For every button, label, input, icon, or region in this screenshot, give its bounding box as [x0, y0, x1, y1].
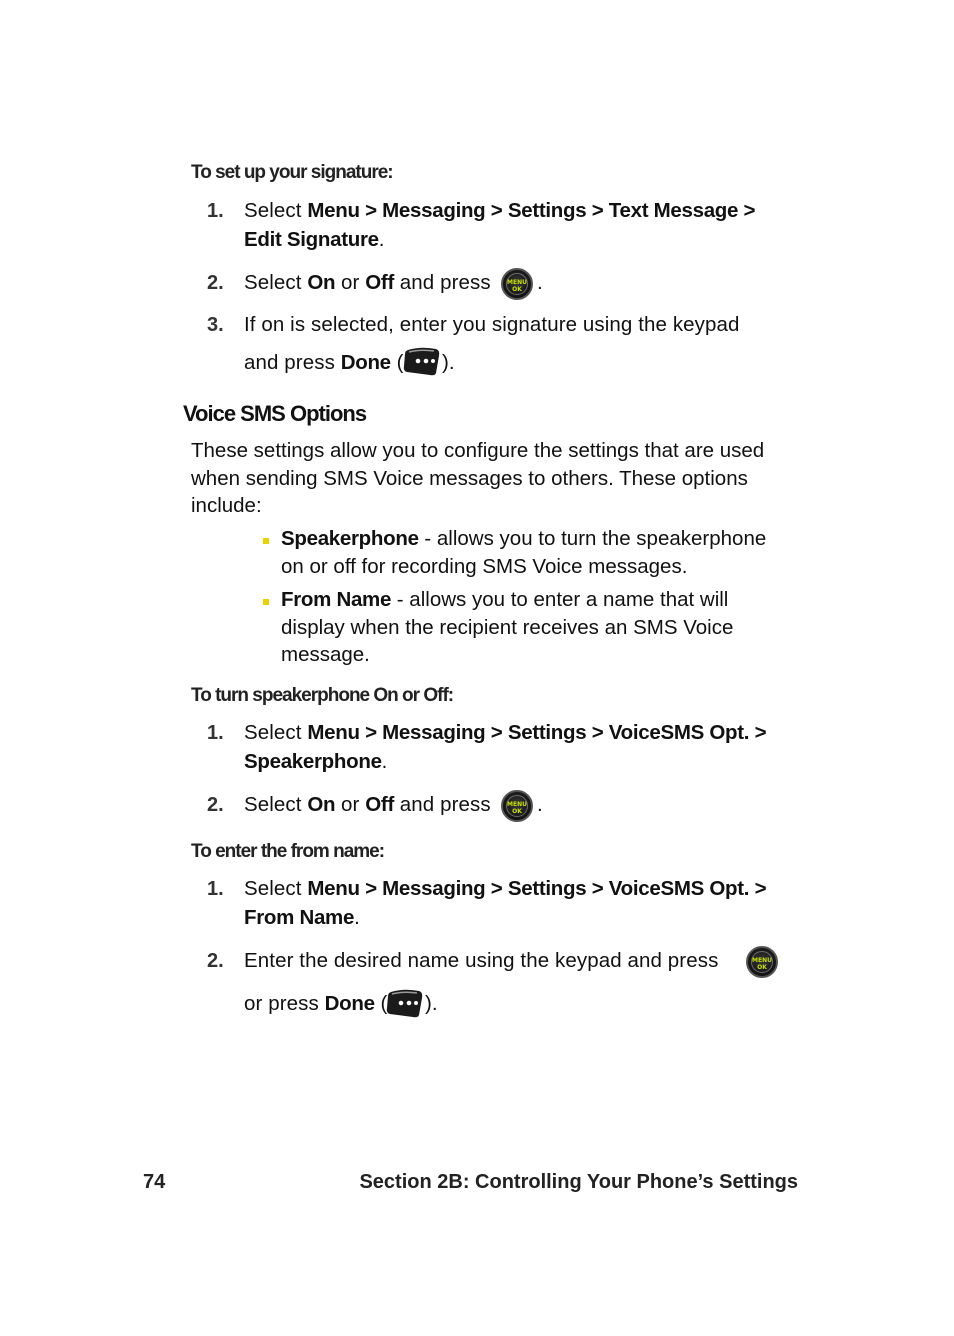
step-text: If on is selected, enter you signature using the keypad	[244, 313, 740, 336]
step-text: Select Menu > Messaging > Settings > VoiceSMS Opt. >	[244, 877, 767, 900]
signature-heading: To set up your signature:	[191, 162, 393, 183]
section-title: Voice SMS Options	[183, 401, 367, 426]
step-text: ).	[442, 351, 455, 374]
menu-ok-key-icon: MENU OK	[501, 271, 533, 303]
step-number: 2.	[207, 272, 224, 294]
step-number: 1.	[207, 200, 224, 222]
step-number: 1.	[207, 722, 224, 744]
bullet-icon	[263, 599, 269, 605]
section-footer: Section 2B: Controlling Your Phone’s Settings	[359, 1171, 798, 1193]
step-text: Enter the desired name using the keypad and press	[244, 949, 719, 972]
step-text: .	[537, 793, 543, 816]
speakerphone-heading: To turn speakerphone On or Off:	[191, 685, 454, 706]
step-text: Select On or Off and press	[244, 271, 491, 294]
intro-paragraph: These settings allow you to configure the settings that are used when sending SMS Voice messages to others. These options include:	[191, 439, 765, 517]
step-number: 3.	[207, 314, 224, 336]
step-text: Select Menu > Messaging > Settings > Text Message >	[244, 199, 756, 222]
from-name-heading: To enter the from name:	[191, 841, 385, 862]
step-text: From Name.	[244, 906, 360, 929]
step-text: Select Menu > Messaging > Settings > VoiceSMS Opt. >	[244, 721, 767, 744]
step-text: Select On or Off and press	[244, 793, 491, 816]
step-text: Speakerphone.	[244, 750, 388, 773]
step-text: ).	[425, 992, 438, 1015]
softkey-icon	[402, 348, 440, 378]
step-text: and press Done (	[244, 351, 404, 374]
list-item: From Name - allows you to enter a name that will display when the recipient receives an SMS Voice message.	[281, 588, 734, 666]
step-text: Edit Signature.	[244, 228, 385, 251]
bullet-icon	[263, 538, 269, 544]
step-number: 2.	[207, 794, 224, 816]
list-item: Speakerphone - allows you to turn the speakerphone on or off for recording SMS Voice messages.	[281, 527, 767, 578]
step-text: or press Done (	[244, 992, 388, 1015]
step-number: 1.	[207, 878, 224, 900]
page-number: 74	[143, 1171, 166, 1193]
step-number: 2.	[207, 950, 224, 972]
softkey-icon	[385, 990, 423, 1020]
step-text: .	[537, 271, 543, 294]
menu-ok-key-icon: MENU OK	[501, 793, 533, 825]
menu-ok-key-icon: MENU OK	[746, 949, 778, 981]
